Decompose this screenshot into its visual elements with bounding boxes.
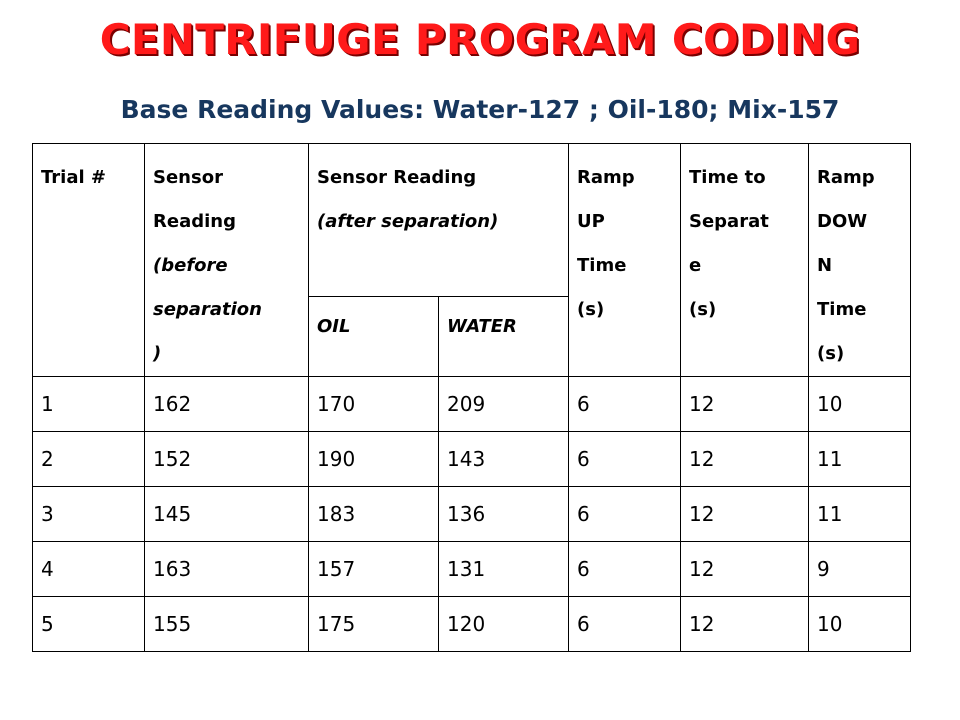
header-line: (after separation) — [317, 211, 499, 232]
cell-time-sep: 12 — [681, 377, 809, 432]
cell-water: 131 — [439, 542, 569, 597]
cell-ramp-down: 9 — [809, 542, 911, 597]
cell-ramp-up: 6 — [569, 597, 681, 652]
cell-trial: 4 — [33, 542, 145, 597]
header-time-to-separate — [681, 144, 809, 377]
cell-oil: 190 — [309, 432, 439, 487]
header-line: Time to — [689, 167, 766, 188]
header-water: WATER — [439, 296, 569, 376]
cell-water: 136 — [439, 487, 569, 542]
header-line: (s) — [689, 299, 717, 320]
header-line: UP — [577, 211, 605, 232]
header-line: Ramp — [577, 167, 635, 188]
header-line: separation — [153, 299, 262, 320]
base-water-value: Water-127 ; — [432, 95, 599, 124]
cell-water: 120 — [439, 597, 569, 652]
cell-ramp-down: 10 — [809, 597, 911, 652]
page-title: CENTRIFUGE PROGRAM CODING — [99, 15, 861, 64]
cell-water: 143 — [439, 432, 569, 487]
cell-ramp-up: 6 — [569, 377, 681, 432]
header-sensor-before — [145, 144, 309, 377]
header-line: Ramp — [817, 167, 875, 188]
cell-trial: 3 — [33, 487, 145, 542]
header-ramp-up — [569, 144, 681, 377]
base-reading-label: Base Reading Values: — [120, 95, 425, 124]
cell-trial: 1 — [33, 377, 145, 432]
header-sensor-after — [309, 144, 569, 297]
header-line: ) — [153, 343, 162, 364]
header-line: Time — [817, 299, 867, 320]
header-line: Time — [577, 255, 627, 276]
cell-oil: 175 — [309, 597, 439, 652]
cell-ramp-down: 11 — [809, 432, 911, 487]
table-row — [33, 377, 911, 432]
header-trial: Trial # — [33, 144, 145, 377]
cell-ramp-up: 6 — [569, 487, 681, 542]
cell-before: 155 — [145, 597, 309, 652]
cell-ramp-down: 10 — [809, 377, 911, 432]
cell-before: 163 — [145, 542, 309, 597]
cell-ramp-down: 11 — [809, 487, 911, 542]
cell-before: 145 — [145, 487, 309, 542]
results-table — [32, 143, 911, 652]
header-line: (s) — [577, 299, 605, 320]
header-line: Separat — [689, 211, 769, 232]
header-line: Sensor — [153, 167, 223, 188]
header-row — [33, 144, 911, 297]
cell-oil: 170 — [309, 377, 439, 432]
cell-trial: 5 — [33, 597, 145, 652]
header-line: N — [817, 255, 833, 276]
header-line: e — [689, 255, 702, 276]
table-row — [33, 542, 911, 597]
base-mix-value: Mix-157 — [727, 95, 840, 124]
cell-before: 162 — [145, 377, 309, 432]
base-oil-value: Oil-180; — [607, 95, 719, 124]
cell-before: 152 — [145, 432, 309, 487]
header-line: (s) — [817, 343, 845, 364]
header-line: Reading — [153, 211, 236, 232]
header-oil: OIL — [309, 296, 439, 376]
table-row — [33, 432, 911, 487]
header-line: Sensor Reading — [317, 167, 477, 188]
cell-ramp-up: 6 — [569, 432, 681, 487]
header-ramp-down — [809, 144, 911, 377]
cell-time-sep: 12 — [681, 432, 809, 487]
header-line: DOW — [817, 211, 868, 232]
table-row — [33, 597, 911, 652]
cell-oil: 183 — [309, 487, 439, 542]
cell-water: 209 — [439, 377, 569, 432]
table-row — [33, 487, 911, 542]
cell-oil: 157 — [309, 542, 439, 597]
cell-trial: 2 — [33, 432, 145, 487]
header-line: (before — [153, 255, 228, 276]
cell-time-sep: 12 — [681, 597, 809, 652]
cell-ramp-up: 6 — [569, 542, 681, 597]
cell-time-sep: 12 — [681, 542, 809, 597]
base-reading-values — [0, 92, 960, 128]
cell-time-sep: 12 — [681, 487, 809, 542]
